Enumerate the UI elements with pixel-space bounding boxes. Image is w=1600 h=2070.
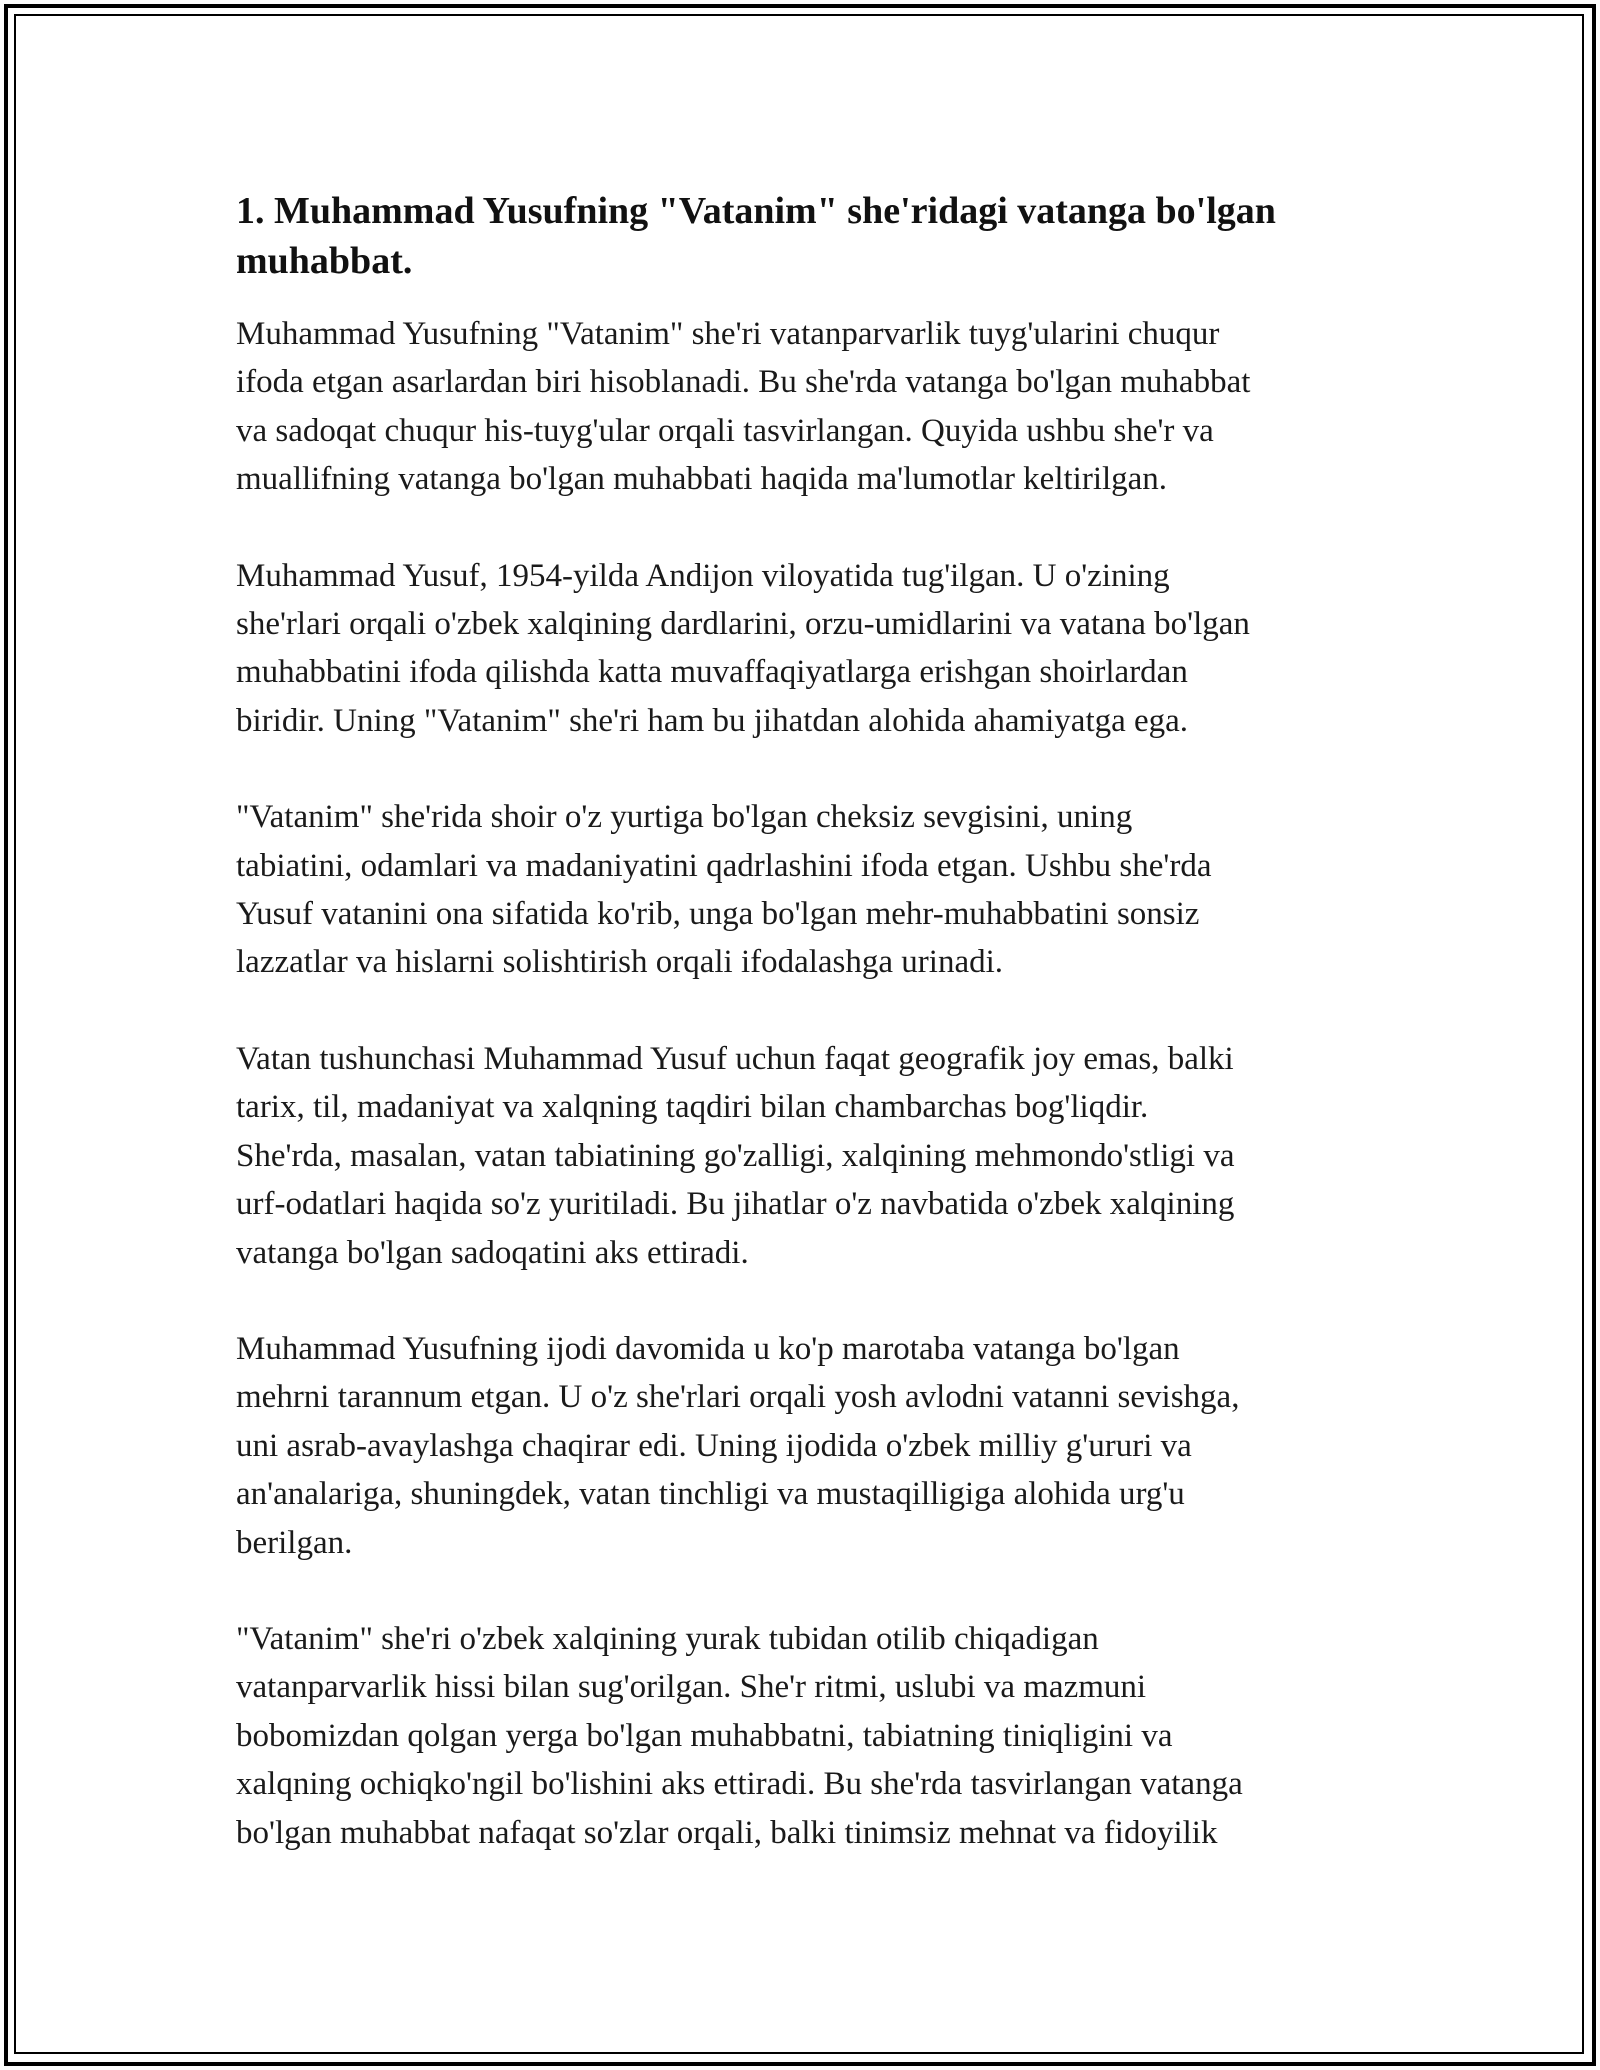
paragraph-6: "Vatanim" she'ri o'zbek xalqining yurak tubidan otilib chiqadigan vatanparvarlik hissi bilan sug'orilgan. She'r ritmi, uslubi va mazmuni bobomizdan qolgan yerga bo'lgan muhabbatni, tabiatning tiniqligini va xalqning ochiqko'ngil bo'lishini aks ettiradi. Bu she'rda tasvirlangan vatanga bo'lgan muhabbat nafaqat so'zlar orqali, balki tinimsiz mehnat va fidoyilik xyxy=(236,1620,1243,1851)
paragraph-4: Vatan tushunchasi Muhammad Yusuf uchun faqat geografik joy emas, balki tarix, til, madaniyat va xalqning taqdiri bilan chambarchas bog'liqdir. She'rda, masalan, vatan tabiatining go'zalligi, xalqining mehmondo'stligi va urf-odatlari haqida so'z yuritiladi. Bu jihatlar o'z navbatida o'zbek xalqining vatanga bo'lgan sadoqatini aks ettiradi. xyxy=(236,1040,1235,1271)
paragraph-5: Muhammad Yusufning ijodi davomida u ko'p marotaba vatanga bo'lgan mehrni tarannum etgan. U o'z she'rlari orqali yosh avlodni vatanni sevishga, uni asrab-avaylashga chaqirar edi. Uning ijodida o'zbek milliy g'ururi va an'analariga, shuningdek, vatan tinchligi va mustaqilligiga alohida urg'u berilgan. xyxy=(236,1330,1240,1561)
paragraph-3: "Vatanim" she'rida shoir o'z yurtiga bo'lgan cheksiz sevgisini, uning tabiatini, odamlari va madaniyatini qadrlashini ifoda etgan. Ushbu she'rda Yusuf vatanini ona sifatida ko'rib, unga bo'lgan mehr-muhabbatini sonsiz lazzatlar va hislarni solishtirish orqali ifodalashga urinadi. xyxy=(236,799,1212,981)
document-body xyxy=(236,186,1376,1905)
document-title: 1. Muhammad Yusufning "Vatanim" she'ridagi vatanga bo'lgan muhabbat. xyxy=(236,190,1276,282)
paragraph-1: Muhammad Yusufning "Vatanim" she'ri vatanparvarlik tuyg'ularini chuqur ifoda etgan asarlardan biri hisoblanadi. Bu she'rda vatanga bo'lgan muhabbat va sadoqat chuqur his-tuyg'ular orqali tasvirlangan. Quyida ushbu she'r va muallifning vatanga bo'lgan muhabbati haqida ma'lumotlar keltirilgan. xyxy=(236,316,1251,498)
paragraph-2: Muhammad Yusuf, 1954-yilda Andijon viloyatida tug'ilgan. U o'zining she'rlari orqali o'zbek xalqining dardlarini, orzu-umidlarini va vatana bo'lgan muhabbatini ifoda qilishda katta muvaffaqiyatlarga erishgan shoirlardan biridir. Uning "Vatanim" she'ri ham bu jihatdan alohida ahamiyatga ega. xyxy=(236,557,1250,739)
